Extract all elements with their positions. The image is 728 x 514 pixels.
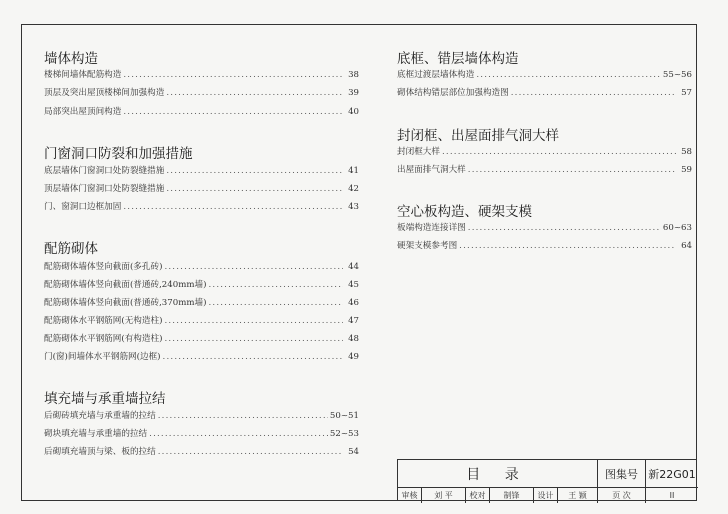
dot-leader — [158, 447, 343, 457]
dot-leader — [468, 165, 676, 175]
toc-entry-page: 60~63 — [662, 223, 692, 233]
toc-entry-label: 底层墙体门窗洞口处防裂缝措施 — [44, 166, 165, 176]
toc-entry[interactable] — [397, 239, 692, 253]
dot-leader — [459, 241, 676, 251]
toc-entry[interactable] — [44, 86, 359, 100]
toc-entry-label: 顶层墙体门窗洞口处防裂缝措施 — [44, 184, 165, 194]
toc-entry[interactable] — [44, 427, 359, 441]
dot-leader — [123, 202, 343, 212]
toc-entry-label: 门(窗)间墙体水平钢筋网(边框) — [44, 352, 161, 362]
section-title: 底框、错层墙体构造 — [397, 51, 519, 67]
toc-entry-page: 52~53 — [329, 429, 359, 439]
toc-entry-label: 后砌砖填充墙与承重墙的拉结 — [44, 411, 156, 421]
drawing-frame — [21, 24, 697, 501]
toc-entry-page: 55~56 — [662, 70, 692, 80]
dot-leader — [166, 184, 343, 194]
toc-entry-page: 38 — [348, 70, 359, 80]
signature-row — [398, 487, 698, 503]
toc-entry-label: 板端构造连接详图 — [397, 223, 466, 233]
toc-entry-page: 57 — [681, 88, 692, 98]
toc-entry[interactable] — [44, 200, 359, 214]
dot-leader — [164, 334, 343, 344]
toc-entry-label: 出屋面排气洞大样 — [397, 165, 466, 175]
toc-entry[interactable] — [44, 105, 359, 119]
toc-entry-page: 58 — [681, 147, 692, 157]
toc-entry-page: 54 — [348, 447, 359, 457]
toc-entry-label: 砌体结构错层部位加强构造图 — [397, 88, 509, 98]
toc-entry-label: 局部突出屋顶间构造 — [44, 107, 122, 117]
toc-entry-label: 楼梯间墙体配筋构造 — [44, 70, 122, 80]
toc-entry-label: 门、窗洞口边框加固 — [44, 202, 122, 212]
page-number: II — [669, 491, 675, 500]
toc-entry-label: 配筋砌体水平钢筋网(无构造柱) — [44, 316, 163, 326]
dot-leader — [164, 316, 343, 326]
toc-entry-label: 配筋砌体墙体竖向截面(多孔砖) — [44, 262, 163, 272]
toc-entry[interactable] — [44, 409, 359, 423]
toc-entry-label: 配筋砌体墙体竖向截面(普通砖,240mm墙) — [44, 280, 207, 290]
section-title: 门窗洞口防裂和加强措施 — [44, 146, 193, 162]
toc-entry-label: 硬架支模参考图 — [397, 241, 458, 251]
section-title: 封闭框、出屋面排气洞大样 — [397, 128, 559, 144]
toc-entry-label: 砌块填充墙与承重墙的拉结 — [44, 429, 148, 439]
dot-leader — [166, 88, 343, 98]
toc-entry[interactable] — [397, 86, 692, 100]
checker-name: 制锋 — [490, 488, 534, 503]
toc-entry-page: 59 — [681, 165, 692, 175]
section-title: 配筋砌体 — [44, 241, 98, 257]
dot-leader — [511, 88, 676, 98]
reviewer-label: 审核 — [398, 488, 422, 503]
title-block-title: 目 录 — [398, 460, 598, 487]
toc-entry-page: 48 — [348, 334, 359, 344]
designer-name: 王 颖 — [558, 488, 598, 503]
section-title: 填充墙与承重墙拉结 — [44, 391, 166, 407]
toc-entry[interactable] — [44, 314, 359, 328]
toc-entry[interactable] — [44, 350, 359, 364]
dot-leader — [123, 107, 343, 117]
toc-entry-label: 顶层及突出屋顶楼梯间加强构造 — [44, 88, 165, 98]
dot-leader — [158, 411, 328, 421]
toc-entry-page: 41 — [348, 166, 359, 176]
toc-entry[interactable] — [44, 332, 359, 346]
dot-leader — [208, 280, 343, 290]
toc-entry-page: 45 — [348, 280, 359, 290]
dot-leader — [442, 147, 676, 157]
dot-leader — [208, 298, 343, 308]
toc-entry-page: 40 — [348, 107, 359, 117]
atlas-number-label: 图集号 — [598, 460, 646, 487]
toc-entry-page: 39 — [348, 88, 359, 98]
dot-leader — [468, 223, 661, 233]
toc-entry[interactable] — [397, 163, 692, 177]
title-block — [397, 459, 697, 501]
toc-entry[interactable] — [44, 68, 359, 82]
page-number-label: 页 次 — [598, 488, 646, 503]
toc-entry-page: 42 — [348, 184, 359, 194]
designer-label: 设计 — [534, 488, 558, 503]
toc-entry[interactable] — [44, 445, 359, 459]
toc-entry[interactable] — [44, 182, 359, 196]
toc-entry[interactable] — [44, 278, 359, 292]
toc-entry-page: 49 — [348, 352, 359, 362]
toc-entry[interactable] — [44, 164, 359, 178]
reviewer-name: 刘 平 — [422, 488, 466, 503]
dot-leader — [166, 166, 343, 176]
toc-entry[interactable] — [397, 145, 692, 159]
toc-entry-label: 底框过渡层墙体构造 — [397, 70, 475, 80]
toc-entry[interactable] — [397, 221, 692, 235]
toc-entry-page: 46 — [348, 298, 359, 308]
toc-entry-label: 后砌填充墙顶与梁、板的拉结 — [44, 447, 156, 457]
checker-label: 校对 — [466, 488, 490, 503]
dot-leader — [149, 429, 328, 439]
section-title: 空心板构造、硬架支模 — [397, 204, 532, 220]
toc-entry[interactable] — [44, 260, 359, 274]
toc-entry-page: 44 — [348, 262, 359, 272]
toc-entry-label: 配筋砌体墙体竖向截面(普通砖,370mm墙) — [44, 298, 207, 308]
toc-entry[interactable] — [44, 296, 359, 310]
atlas-number: 新22G01 — [648, 467, 696, 481]
toc-entry[interactable] — [397, 68, 692, 82]
toc-entry-page: 43 — [348, 202, 359, 212]
dot-leader — [123, 70, 343, 80]
section-title: 墙体构造 — [44, 51, 98, 67]
dot-leader — [163, 352, 343, 362]
toc-entry-page: 47 — [348, 316, 359, 326]
toc-entry-label: 配筋砌体水平钢筋网(有构造柱) — [44, 334, 163, 344]
dot-leader — [476, 70, 661, 80]
toc-entry-label: 封闭框大样 — [397, 147, 440, 157]
toc-entry-page: 50~51 — [329, 411, 359, 421]
toc-entry-page: 64 — [681, 241, 692, 251]
dot-leader — [164, 262, 343, 272]
